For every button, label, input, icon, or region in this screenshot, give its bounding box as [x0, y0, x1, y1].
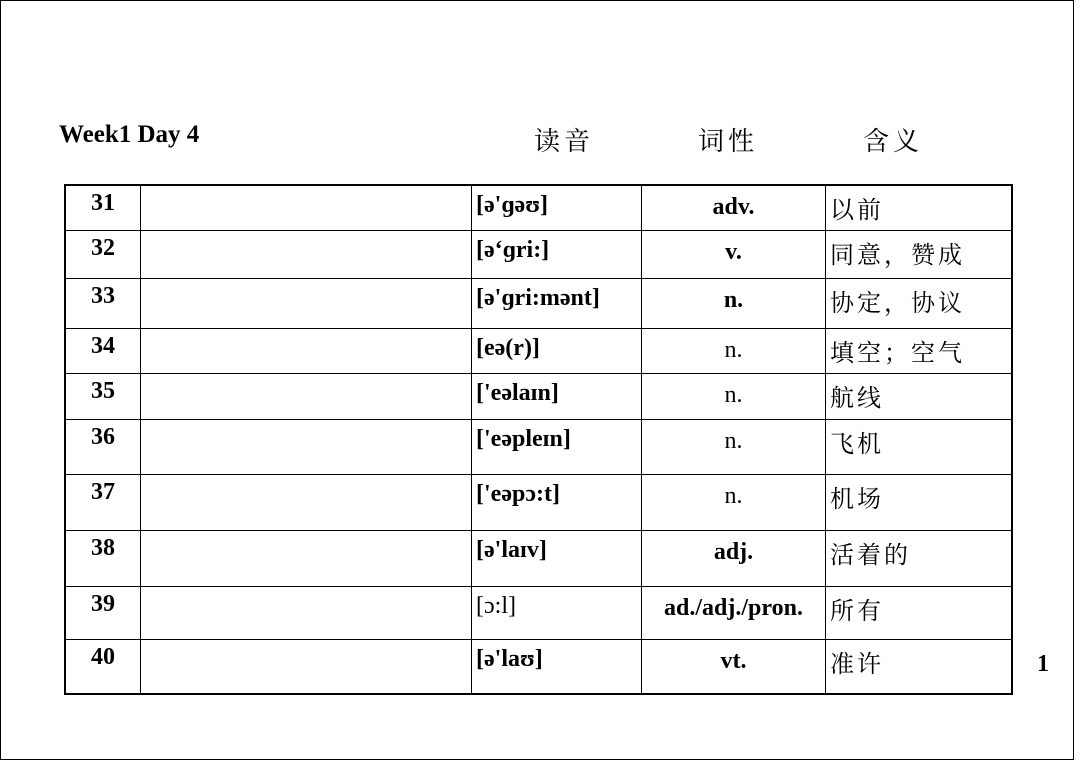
- page-number: 1: [1037, 651, 1049, 677]
- word-cell: [141, 185, 472, 230]
- word-cell: [141, 474, 472, 530]
- meaning-cell: 飞机: [826, 419, 1013, 474]
- part-of-speech-cell: n.: [642, 328, 826, 373]
- word-cell: [141, 373, 472, 419]
- part-of-speech-cell: adv.: [642, 185, 826, 230]
- column-header-pronunciation: 读音: [534, 127, 595, 157]
- pronunciation-cell: [ə'laɪv]: [472, 530, 642, 586]
- row-number: 35: [65, 373, 141, 419]
- row-number: 40: [65, 639, 141, 694]
- part-of-speech-cell: ad./adj./pron.: [642, 586, 826, 639]
- row-number: 36: [65, 419, 141, 474]
- page-title: Week1 Day 4: [59, 121, 200, 148]
- meaning-cell: 准许: [826, 639, 1013, 694]
- pronunciation-cell: [ə‘ɡri:]: [472, 230, 642, 278]
- pronunciation-cell: ['eəpɔ:t]: [472, 474, 642, 530]
- part-of-speech-cell: n.: [642, 373, 826, 419]
- part-of-speech-cell: n.: [642, 474, 826, 530]
- pronunciation-cell: [ə'laʊ]: [472, 639, 642, 694]
- part-of-speech-cell: n.: [642, 419, 826, 474]
- table-row: [65, 230, 1012, 278]
- meaning-cell: 以前: [826, 185, 1013, 230]
- pronunciation-cell: [eə(r)]: [472, 328, 642, 373]
- table-row: [65, 639, 1012, 694]
- row-number: 39: [65, 586, 141, 639]
- part-of-speech-cell: vt.: [642, 639, 826, 694]
- word-cell: [141, 419, 472, 474]
- part-of-speech-cell: v.: [642, 230, 826, 278]
- pronunciation-cell: [ə'ɡri:mənt]: [472, 278, 642, 328]
- meaning-cell: 所有: [826, 586, 1013, 639]
- table-row: [65, 278, 1012, 328]
- table-row: [65, 586, 1012, 639]
- table-row: [65, 185, 1012, 230]
- row-number: 31: [65, 185, 141, 230]
- word-cell: [141, 230, 472, 278]
- pronunciation-cell: [ə'ɡəʊ]: [472, 185, 642, 230]
- table-row: [65, 419, 1012, 474]
- row-number: 34: [65, 328, 141, 373]
- meaning-cell: 同意，赞成: [826, 230, 1013, 278]
- row-number: 33: [65, 278, 141, 328]
- row-number: 32: [65, 230, 141, 278]
- row-number: 37: [65, 474, 141, 530]
- part-of-speech-cell: n.: [642, 278, 826, 328]
- word-cell: [141, 530, 472, 586]
- table-row: [65, 474, 1012, 530]
- word-cell: [141, 639, 472, 694]
- column-header-meaning: 含义: [863, 127, 924, 157]
- word-cell: [141, 586, 472, 639]
- meaning-cell: 填空；空气: [826, 328, 1013, 373]
- row-number: 38: [65, 530, 141, 586]
- pronunciation-cell: ['eəlaɪn]: [472, 373, 642, 419]
- meaning-cell: 机场: [826, 474, 1013, 530]
- table-row: [65, 530, 1012, 586]
- meaning-cell: 活着的: [826, 530, 1013, 586]
- column-header-part-of-speech: 词性: [698, 127, 759, 157]
- meaning-cell: 协定，协议: [826, 278, 1013, 328]
- vocabulary-table: [64, 184, 1013, 695]
- word-cell: [141, 278, 472, 328]
- pronunciation-cell: ['eəpleɪn]: [472, 419, 642, 474]
- table-row: [65, 328, 1012, 373]
- word-cell: [141, 328, 472, 373]
- meaning-cell: 航线: [826, 373, 1013, 419]
- table-row: [65, 373, 1012, 419]
- pronunciation-cell: [ɔ:l]: [472, 586, 642, 639]
- part-of-speech-cell: adj.: [642, 530, 826, 586]
